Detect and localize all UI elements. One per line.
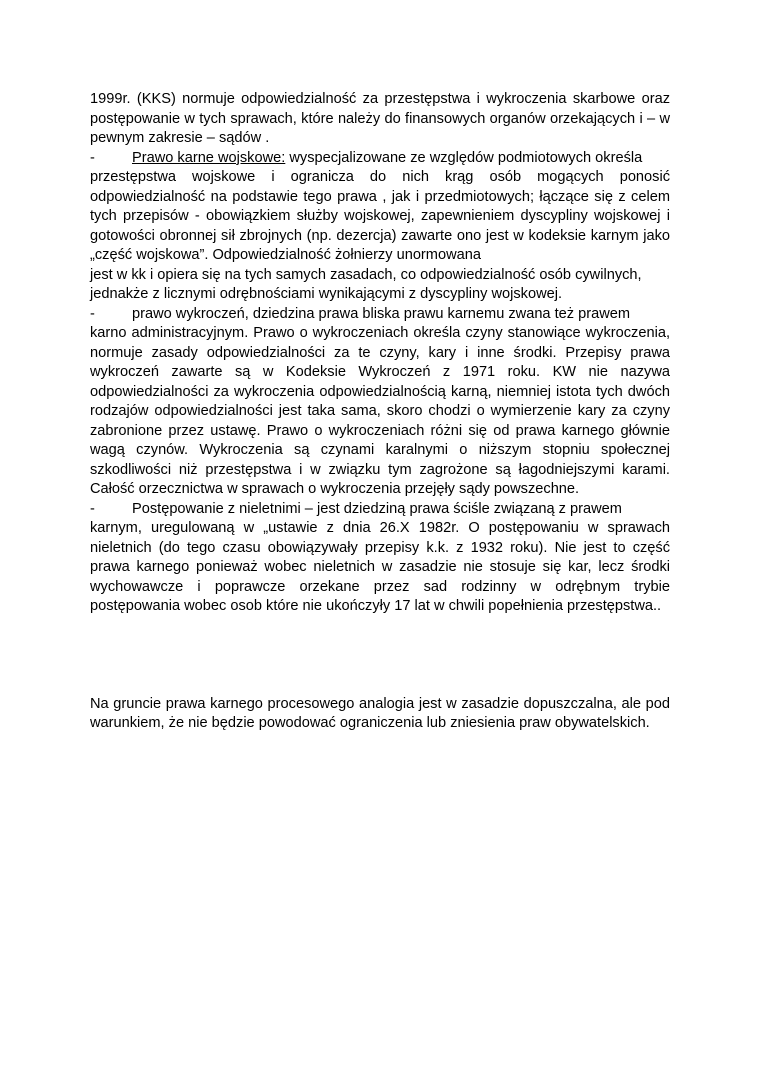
spacer <box>90 617 670 695</box>
list-dash: - <box>90 305 95 322</box>
list-item-head <box>90 500 670 520</box>
list-item-head <box>90 149 670 169</box>
military-law-tail-line: jednakże z licznymi odrębnościami wynikającymi z dyscypliny wojskowej. <box>90 286 563 302</box>
closing-paragraph: Na gruncie prawa karnego procesowego analogia jest w zasadzie dopuszczalna, ale pod warunkiem, że nie będzie powodować ograniczenia lub zniesienia praw obywatelskich. <box>90 695 670 731</box>
military-law-head-rest: wyspecjalizowane ze względów podmiotowych określa <box>285 149 643 166</box>
list-dash: - <box>90 149 95 166</box>
document-page <box>90 90 670 734</box>
military-law-body: przestępstwa wojskowe i ogranicza do nich krąg osób mogących ponosić odpowiedzialność na podstawie tego prawa , jak i przedmiotowych; łączące się z celem tych przepisów - obowiązkiem służby wojskowej, zapewnieniem dyscypliny wojskowej i gotowości obronnej sił zbrojnych (np. dezercja) zawarte ono jest w kodeksie karnym jako „część wojskowa”. Odpowiedzialność żołnierzy unormowana <box>90 169 670 263</box>
petty-offence-head: prawo wykroczeń, dziedzina prawa bliska prawu karnemu zwana też prawem <box>132 305 631 322</box>
military-law-tail-line: jest w kk i opiera się na tych samych zasadach, co odpowiedzialność osób cywilnych, <box>90 266 642 283</box>
juvenile-head: Postępowanie z nieletnimi – jest dziedziną prawa ściśle związaną z prawem <box>132 500 622 517</box>
juvenile-body: karnym, uregulowaną w „ustawie z dnia 26.X 1982r. O postępowaniu w sprawach nieletnich (do tego czasu obowiązywały przepisy k.k. z 1932 roku). Nie jest to część prawa karnego ponieważ wobec nieletnich w zasadzie nie stosuje się kar, lecz środki wychowawcze i poprawcze orzekane przez sad rodzinny w odrębnym trybie postępowania wobec osob które nie ukończyły 17 lat w chwili popełnienia przestępstwa.. <box>90 520 670 614</box>
list-item-military-law <box>90 149 670 305</box>
intro-paragraph: 1999r. (KKS) normuje odpowiedzialność za przestępstwa i wykroczenia skarbowe oraz postępowanie w tych sprawach, które należy do finansowych organów orzekających i – w pewnym zakresie – sądów . <box>90 91 670 146</box>
petty-offence-body: karno administracyjnym. Prawo o wykroczeniach określa czyny stanowiące wykroczenia, normuje zasady odpowiedzialności za te czyny, kary i inne środki. Przepisy prawa wykroczeń zawarte są w Kodeksie Wykroczeń z 1971 roku. KW nie nazywa odpowiedzialności za wykroczenia odpowiedzialnością karną, niemniej istota tych dwóch rodzajów odpowiedzialności jest taka sama, skoro chodzi o wymierzenie kary za czyny zabronione przez ustawę. Prawo o wykroczeniach różni się od prawa karnego głównie wagą czynów. Wykroczenia są czynami karalnymi o niższym stopniu społecznej szkodliwości niż przestępstwa i w związku tym zagrożone są łagodniejszymi karami. Całość orzecznictwa w sprawach o wykroczenia przejęły sądy powszechne. <box>90 325 670 497</box>
list-item-petty-offence-law <box>90 305 670 500</box>
list-dash: - <box>90 500 95 517</box>
military-law-term: Prawo karne wojskowe: <box>132 149 286 166</box>
list-item-head <box>90 305 670 325</box>
list-item-juvenile-proceedings <box>90 500 670 617</box>
